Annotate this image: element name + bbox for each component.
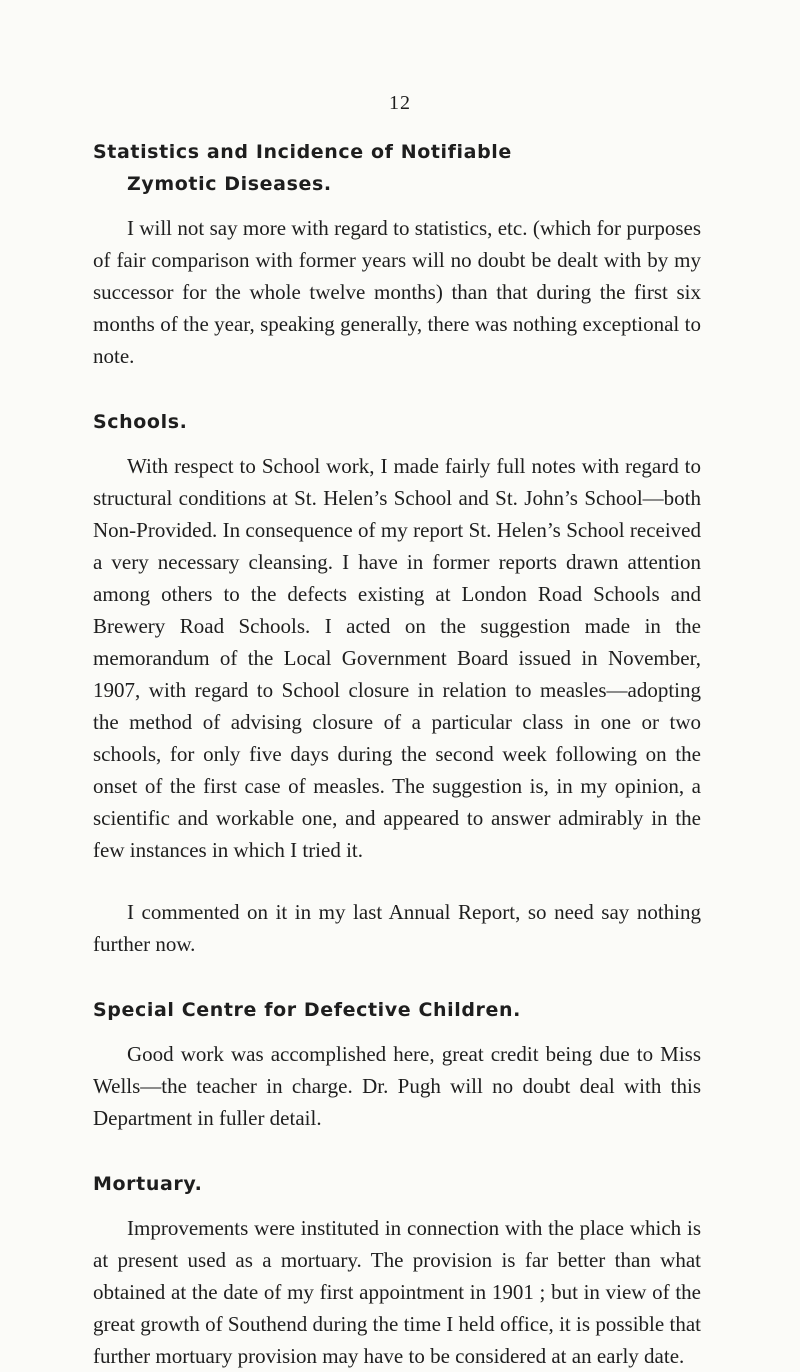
heading-line-1: Mortuary. [93, 1173, 203, 1195]
paragraph-mortuary: Improvements were instituted in connection with the place which is at present used as a mortuary. The provision is far better than what obtained at the date of my first appointment in 1901 ; but in view of the great growth of Southend during the time I held office, it is possible that further mortuary provision may have to be considered at an early date. [93, 1216, 701, 1368]
paragraph-special-centre: Good work was accomplished here, great credit being due to Miss Wells—the teacher in charge. Dr. Pugh will no doubt deal with this Department in fuller detail. [93, 1042, 701, 1130]
paragraph-annual-report: I commented on it in my last Annual Report, so need say nothing further now. [93, 900, 701, 956]
page-number: 12 [389, 92, 411, 114]
paragraph-statistics: I will not say more with regard to statistics, etc. (which for purposes of fair comparison with former years will no doubt be dealt with by my successor for the whole twelve months) than that during the first six months of the year, speaking generally, there was nothing exceptional to note. [93, 216, 701, 368]
section-heading-schools [93, 406, 701, 438]
section-heading-zymotic-diseases [93, 136, 701, 200]
heading-line-1: Special Centre for Defective Children. [93, 999, 521, 1021]
page-content [93, 136, 701, 1372]
section-heading-mortuary [93, 1168, 701, 1200]
heading-line-2: Zymotic Diseases. [127, 173, 332, 195]
heading-line-1: Schools. [93, 411, 188, 433]
paragraph-school-work: With respect to School work, I made fairly full notes with regard to structural conditions at St. Helen’s School and St. John’s School—both Non-Provided. In consequence of my report St. Helen’s School received a very necessary cleansing. I have in former reports drawn attention among others to the defects existing at London Road Schools and Brewery Road Schools. I acted on the suggestion made in the memorandum of the Local Government Board issued in November, 1907, with regard to School closure in relation to measles—adopting the method of advising closure of a particular class in one or two schools, for only five days during the second week following on the onset of the first case of measles. The suggestion is, in my opinion, a scientific and workable one, and appeared to answer admirably in the few instances in which I tried it. [93, 454, 701, 862]
section-heading-defective-children [93, 994, 701, 1026]
heading-line-1: Statistics and Incidence of Notifiable [93, 141, 512, 163]
